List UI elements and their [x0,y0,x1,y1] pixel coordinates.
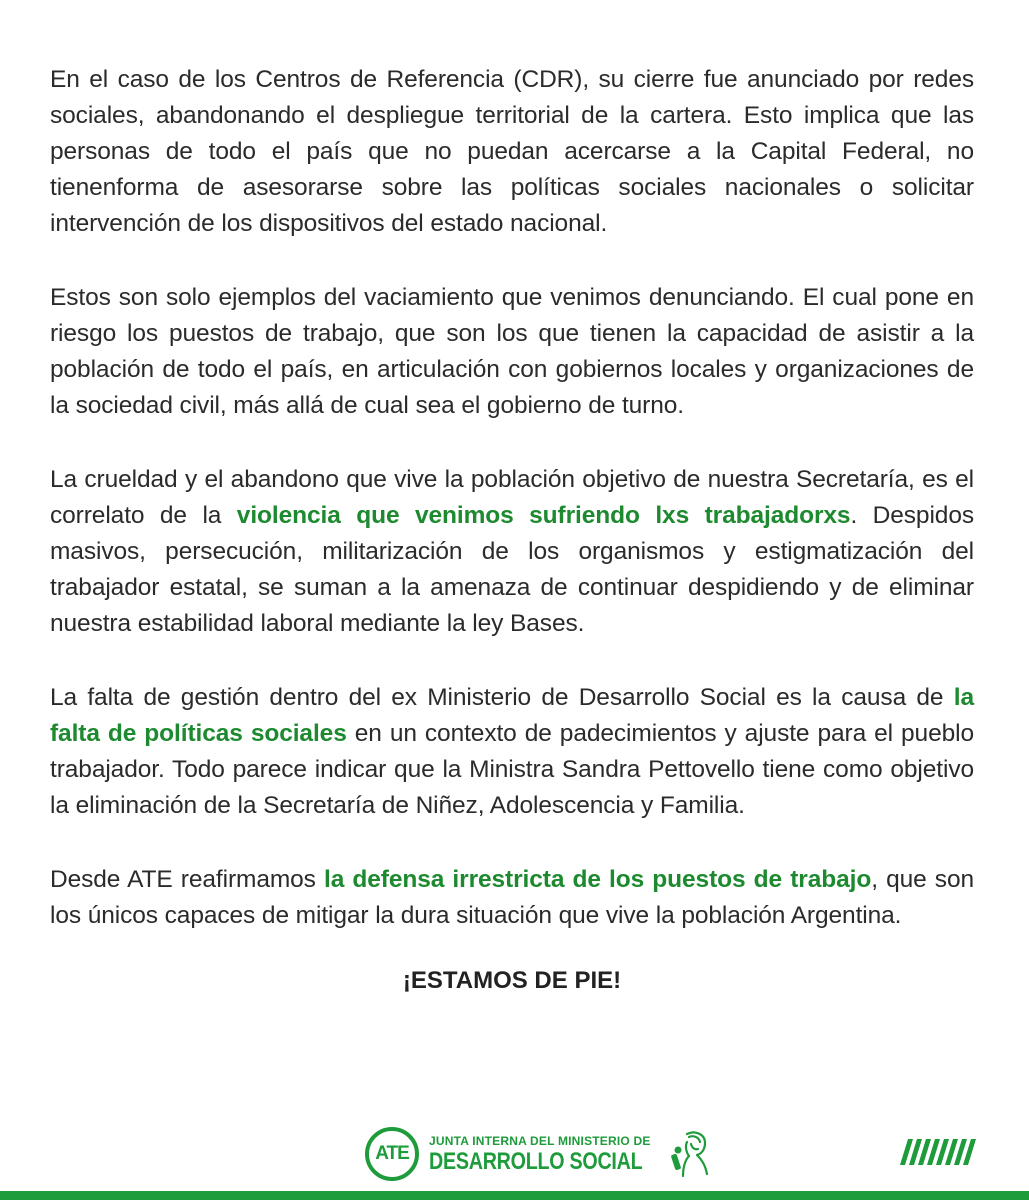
paragraph-text: En el caso de los Centros de Referencia (CDR), su cierre fue anunciado por redes sociales, abandonando el despliegue territorial de la cartera. Esto implica que las personas de todo el país que no puedan acercarse a la Capital Federal, no tienenforma de asesorarse sobre las políticas sociales nacionales o solicitar intervención de los dispositivos del estado nacional. [50,66,974,237]
paragraph-list [50,62,974,934]
paragraph [50,280,974,424]
logo-text [429,1135,689,1174]
footer [0,1125,1029,1200]
paragraph-text: La crueldad y el abandono que vive la población objetivo de nuestra Secretaría, es el correlato de la [50,466,974,529]
paragraph-text: en un contexto de padecimientos y ajuste para el pueblo trabajador. Todo parece indicar que la Ministra Sandra Pettovello tiene como objetivo la eliminación de la Secretaría de Niñez, Adolescencia y Familia. [50,720,974,819]
closing-slogan: ¡ESTAMOS DE PIE! [402,967,622,994]
paragraph-text: La falta de gestión dentro del ex Ministerio de Desarrollo Social es la causa de [50,684,954,711]
logo-line-1: JUNTA INTERNA DEL MINISTERIO DE [429,1133,651,1148]
ate-logo [365,1125,713,1183]
footer-green-bar [0,1191,1029,1200]
evita-silhouette-icon [667,1128,713,1180]
paragraph-text: Estos son solo ejemplos del vaciamiento que venimos denunciando. El cual pone en riesgo los puestos de trabajo, que son los que tienen la capacidad de asistir a la población de todo el país, en articulación con gobiernos locales y organizaciones de la sociedad civil, más allá de cual sea el gobierno de turno. [50,284,974,419]
highlighted-text: violencia que venimos sufriendo lxs trabajadorxs [236,502,851,529]
ate-badge-icon [365,1127,419,1181]
decorative-stripes-icon [900,1139,976,1165]
highlighted-text: la falta de políticas sociales [50,684,974,747]
paragraph [50,62,974,242]
highlighted-text: la defensa irrestricta de los puestos de trabajo [324,866,872,893]
ate-badge-text: ATE [375,1143,409,1164]
paragraph [50,462,974,642]
logo-line-2: DESARROLLO SOCIAL [429,1147,643,1175]
paragraph [50,862,974,934]
paragraph-text: . Despidos masivos, persecución, militarización de los organismos y estigmatización del trabajador estatal, se suman a la amenaza de continuar despidiendo y de eliminar nuestra estabilidad laboral mediante la ley Bases. [50,502,974,637]
paragraph-text: , que son los únicos capaces de mitigar la dura situación que vive la población Argentina. [50,866,975,929]
paragraph [50,680,974,824]
paragraph-text: Desde ATE reafirmamos [50,866,324,893]
document-body [50,62,974,998]
